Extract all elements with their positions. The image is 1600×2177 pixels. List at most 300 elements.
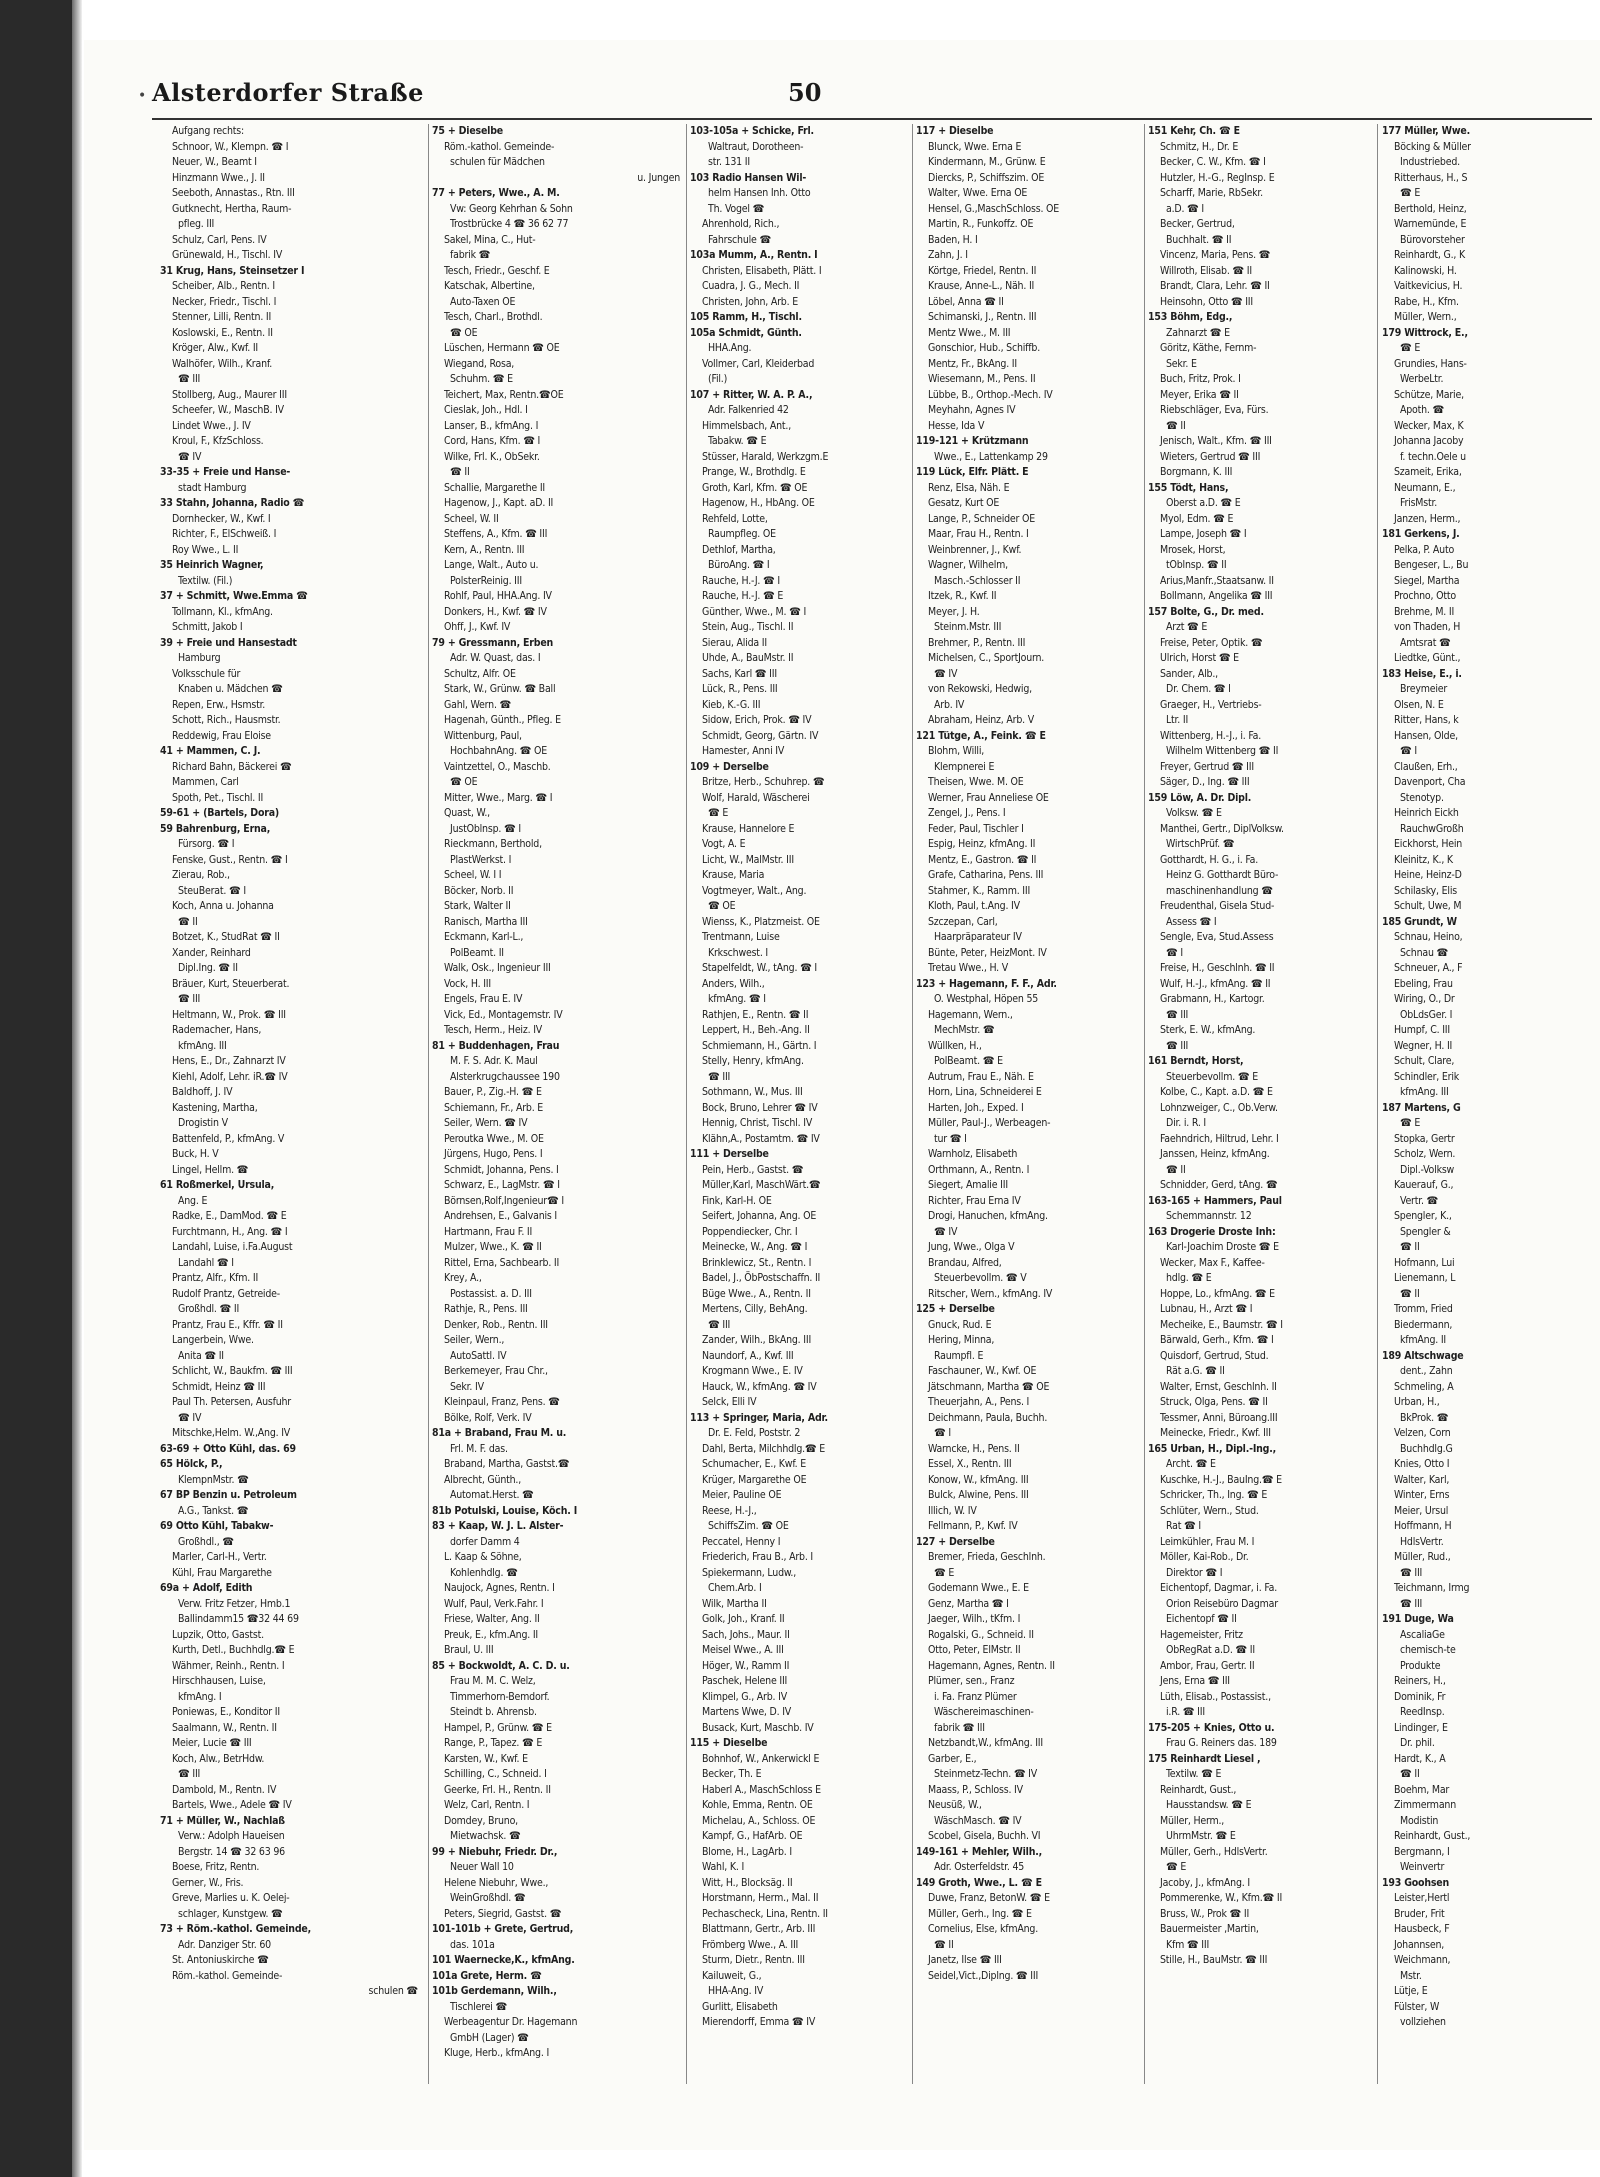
house-number-entry: 149-161 + Mehler, Wilh., bbox=[916, 1845, 1043, 1858]
resident-entry: Vollmer, Carl, Kleiderbad bbox=[702, 357, 815, 370]
resident-entry: A.G., Tankst. ☎ bbox=[178, 1504, 249, 1517]
resident-entry: Lange, P., Schneider OE bbox=[928, 512, 1036, 525]
house-number-entry: 71 + Müller, W., Nachlaß bbox=[160, 1814, 285, 1827]
resident-entry: Stelly, Henry, kfmAng. bbox=[702, 1055, 804, 1067]
resident-entry: Reddewig, Frau Eloise bbox=[172, 729, 271, 742]
resident-entry: Faschauner, W., Kwf. OE bbox=[928, 1365, 1037, 1377]
resident-entry: Günther, Wwe., M. ☎ I bbox=[702, 605, 807, 618]
resident-entry: Friese, Walter, Ang. II bbox=[444, 1613, 540, 1625]
resident-entry: Lampe, Joseph ☎ I bbox=[1160, 528, 1247, 540]
resident-entry: ☎ E bbox=[1400, 1117, 1421, 1129]
resident-entry: helm Hansen Inh. Otto bbox=[708, 187, 811, 199]
resident-entry: Reinhardt, Gust., bbox=[1394, 1830, 1471, 1842]
resident-entry: Tessmer, Anni, Büroang.III bbox=[1160, 1411, 1278, 1424]
resident-entry: Schwarz, E., LagMstr. ☎ I bbox=[444, 1179, 560, 1191]
bottom-margin bbox=[84, 2150, 1600, 2177]
resident-entry: Peroutka Wwe., M. OE bbox=[444, 1132, 544, 1145]
resident-entry: Reese, H.-J., bbox=[702, 1504, 757, 1517]
resident-entry: Koch, Alw., BetrHdw. bbox=[172, 1752, 265, 1765]
resident-entry: Paschek, Helene III bbox=[702, 1675, 788, 1687]
resident-entry: Brehmer, P., Rentn. III bbox=[928, 636, 1026, 649]
resident-entry: Th. Vogel ☎ bbox=[708, 202, 765, 215]
resident-entry: Trentmann, Luise bbox=[702, 931, 780, 943]
resident-entry: Kiehl, Adolf, Lehr. iR.☎ IV bbox=[172, 1070, 288, 1083]
house-number-entry: 181 Gerkens, J. bbox=[1382, 528, 1460, 540]
resident-entry: Kroul, F., KfzSchloss. bbox=[172, 435, 264, 447]
resident-entry: Schallie, Margarethe II bbox=[444, 481, 546, 494]
resident-entry: Dr. phil. bbox=[1400, 1737, 1435, 1749]
resident-entry: Pommerenke, W., Kfm.☎ II bbox=[1160, 1892, 1283, 1904]
resident-entry: Zengel, J., Pens. I bbox=[928, 807, 1006, 819]
resident-entry: Bauer, P., Zig.-H. ☎ E bbox=[444, 1086, 542, 1098]
resident-entry: u. Jungen bbox=[637, 171, 680, 184]
resident-entry: Kohlenhdlg. ☎ bbox=[450, 1566, 518, 1579]
resident-entry: Steindt b. Ahrensb. bbox=[450, 1706, 537, 1718]
resident-entry: Kindermann, M., Grünw. E bbox=[928, 156, 1046, 168]
resident-entry: Busack, Kurt, Maschb. IV bbox=[702, 1721, 814, 1734]
resident-entry: Gonschior, Hub., Schiffb. bbox=[928, 342, 1041, 354]
resident-entry: Genz, Martha ☎ I bbox=[928, 1597, 1009, 1610]
resident-entry: Bräuer, Kurt, Steuerberat. bbox=[172, 977, 290, 990]
column-divider bbox=[1144, 124, 1145, 2084]
resident-entry: Szczepan, Carl, bbox=[928, 915, 998, 928]
resident-entry: Kalinowski, H. bbox=[1394, 264, 1457, 277]
resident-entry: Ang. E bbox=[178, 1194, 208, 1207]
book-binding-shadow bbox=[0, 0, 72, 2177]
resident-entry: Selck, Elli IV bbox=[702, 1396, 757, 1408]
resident-entry: Bürovorsteher bbox=[1400, 233, 1465, 246]
resident-entry: Lüth, Elisab., Postassist., bbox=[1160, 1690, 1271, 1703]
resident-entry: Range, P., Tapez. ☎ E bbox=[444, 1737, 543, 1749]
resident-entry: Ahrenhold, Rich., bbox=[702, 218, 780, 230]
resident-entry: Willroth, Elisab. ☎ II bbox=[1160, 264, 1252, 277]
resident-entry: Johannsen, bbox=[1394, 1938, 1445, 1951]
resident-entry: Meinecke, W., Ang. ☎ I bbox=[702, 1241, 808, 1253]
resident-entry: Wegner, H. II bbox=[1394, 1039, 1453, 1052]
resident-entry: Poppendiecker, Chr. I bbox=[702, 1225, 798, 1238]
resident-entry: Orthmann, A., Rentn. I bbox=[928, 1163, 1030, 1176]
resident-entry: Mentz, E., Gastron. ☎ II bbox=[928, 853, 1037, 866]
resident-entry: Stenner, Lilli, Rentn. II bbox=[172, 311, 272, 323]
resident-entry: Rat ☎ I bbox=[1166, 1520, 1201, 1532]
house-number-entry: 179 Wittrock, E., bbox=[1382, 326, 1468, 339]
resident-entry: Meisel Wwe., A. III bbox=[702, 1644, 784, 1656]
resident-entry: Liedtke, Günt., bbox=[1394, 652, 1461, 664]
resident-entry: Adr. Osterfeldstr. 45 bbox=[934, 1861, 1025, 1873]
resident-entry: Meinecke, Friedr., Kwf. III bbox=[1160, 1427, 1271, 1439]
resident-entry: Horn, Lina, Schneiderei E bbox=[928, 1086, 1042, 1098]
resident-entry: ☎ II bbox=[1166, 1163, 1186, 1176]
resident-entry: Gesatz, Kurt OE bbox=[928, 497, 1000, 509]
resident-entry: Kailuweit, G., bbox=[702, 1969, 762, 1982]
resident-entry: Vw: Georg Kehrhan & Sohn bbox=[450, 202, 573, 215]
resident-entry: Schnau ☎ bbox=[1400, 946, 1449, 959]
house-number-entry: 81a + Braband, Frau M. u. bbox=[432, 1427, 567, 1439]
resident-entry: Hansen, Olde, bbox=[1394, 729, 1458, 742]
directory-column bbox=[1382, 124, 1600, 2084]
house-number-entry: 113 + Springer, Maria, Adr. bbox=[690, 1411, 828, 1424]
resident-entry: tOblnsp. ☎ II bbox=[1166, 559, 1227, 571]
resident-entry: Bauermeister ,Martin, bbox=[1160, 1923, 1259, 1935]
resident-entry: Sach, Johs., Maur. II bbox=[702, 1628, 790, 1641]
directory-column bbox=[432, 124, 684, 2084]
resident-entry: Heltmann, W., Prok. ☎ III bbox=[172, 1008, 286, 1021]
resident-entry: ☎ OE bbox=[450, 326, 478, 339]
resident-entry: Buch, Fritz, Prok. I bbox=[1160, 373, 1241, 385]
resident-entry: Martens Wwe, D. IV bbox=[702, 1706, 792, 1718]
resident-entry: Raumpfl. E bbox=[934, 1349, 984, 1362]
resident-entry: Schott, Rich., Hausmstr. bbox=[172, 714, 281, 726]
resident-entry: Wieters, Gertrud ☎ III bbox=[1160, 450, 1261, 463]
resident-entry: Humpf, C. III bbox=[1394, 1024, 1450, 1036]
resident-entry: Schlüter, Wern., Stud. bbox=[1160, 1504, 1259, 1517]
resident-entry: Cieslak, Joh., Hdl. I bbox=[444, 404, 528, 416]
resident-entry: Lange, Walt., Auto u. bbox=[444, 559, 539, 571]
resident-entry: Martin, R., Funkoffz. OE bbox=[928, 218, 1034, 230]
resident-entry: Wittenburg, Paul, bbox=[444, 729, 522, 742]
resident-entry: Dornhecker, W., Kwf. I bbox=[172, 512, 271, 525]
resident-entry: kfmAng. I bbox=[178, 1690, 222, 1703]
house-number-entry: 101-101b + Grete, Gertrud, bbox=[432, 1923, 574, 1935]
resident-entry: Postassist. a. D. III bbox=[450, 1287, 532, 1300]
house-number-entry: 115 + Dieselbe bbox=[690, 1737, 768, 1749]
resident-entry: Steinmetz-Techn. ☎ IV bbox=[934, 1768, 1038, 1780]
resident-entry: Rittel, Erna, Sachbearb. II bbox=[444, 1256, 560, 1269]
resident-entry: Körtge, Friedel, Rentn. II bbox=[928, 264, 1037, 277]
house-number-entry: 101b Gerdemann, Wilh., bbox=[432, 1985, 557, 1997]
resident-entry: Ebeling, Frau bbox=[1394, 977, 1453, 990]
resident-entry: Wilk, Martha II bbox=[702, 1597, 767, 1610]
resident-entry: Hofmann, Lui bbox=[1394, 1256, 1455, 1269]
resident-entry: Schmidt, Johanna, Pens. I bbox=[444, 1163, 559, 1176]
resident-entry: Arius,Manfr.,Staatsanw. II bbox=[1160, 574, 1274, 587]
resident-entry: Langerbein, Wwe. bbox=[172, 1334, 254, 1346]
resident-entry: Krkschwest. I bbox=[708, 946, 768, 959]
resident-entry: Friederich, Frau B., Arb. I bbox=[702, 1551, 814, 1563]
resident-entry: Autrum, Frau E., Näh. E bbox=[928, 1070, 1034, 1083]
house-number-entry: 163-165 + Hammers, Paul bbox=[1148, 1194, 1282, 1207]
resident-entry: fabrik ☎ III bbox=[934, 1721, 985, 1734]
resident-entry: Janetz, Ilse ☎ III bbox=[928, 1954, 1002, 1966]
house-number-entry: 81b Potulski, Louise, Köch. I bbox=[432, 1504, 578, 1517]
resident-entry: Schmidt, Heinz ☎ III bbox=[172, 1380, 266, 1393]
resident-entry: Boese, Fritz, Rentn. bbox=[172, 1861, 260, 1873]
resident-entry: Karl-Joachim Droste ☎ E bbox=[1166, 1241, 1279, 1253]
resident-entry: Johanna Jacoby bbox=[1394, 435, 1464, 447]
resident-entry: Seiler, Wern. ☎ IV bbox=[444, 1117, 528, 1129]
resident-entry: Gnuck, Rud. E bbox=[928, 1318, 992, 1331]
column-divider bbox=[428, 124, 429, 2084]
house-number-entry: 63-69 + Otto Kühl, das. 69 bbox=[160, 1442, 296, 1455]
resident-entry: Graeger, H., Vertriebs- bbox=[1160, 698, 1262, 711]
resident-entry: Werbeagentur Dr. Hagemann bbox=[444, 2016, 578, 2028]
resident-entry: Produkte bbox=[1400, 1659, 1441, 1672]
resident-entry: Prochno, Otto bbox=[1394, 590, 1456, 602]
resident-entry: Spengler & bbox=[1400, 1225, 1451, 1238]
resident-entry: Volksw. ☎ E bbox=[1166, 807, 1222, 819]
resident-entry: Kauerauf, G., bbox=[1394, 1179, 1454, 1191]
resident-entry: Krause, Anne-L., Näh. II bbox=[928, 280, 1035, 292]
resident-entry: ☎ I bbox=[1400, 745, 1417, 757]
resident-entry: ReedInsp. bbox=[1400, 1706, 1445, 1718]
resident-entry: Claußen, Erh., bbox=[1394, 760, 1458, 773]
resident-entry: Lütje, E bbox=[1394, 1985, 1428, 1997]
resident-entry: Eckmann, Karl-L., bbox=[444, 931, 524, 943]
resident-entry: Naujock, Agnes, Rentn. I bbox=[444, 1582, 555, 1594]
directory-column bbox=[916, 124, 1142, 2084]
resident-entry: Vock, H. III bbox=[444, 977, 491, 990]
resident-entry: JustOblnsp. ☎ I bbox=[450, 822, 521, 835]
resident-entry: Brinklewicz, St., Rentn. I bbox=[702, 1256, 812, 1269]
resident-entry: Cord, Hans, Kfm. ☎ I bbox=[444, 435, 541, 447]
resident-entry: Hoppe, Lo., kfmAng. ☎ E bbox=[1160, 1287, 1275, 1300]
resident-entry: Grabmann, H., Kartogr. bbox=[1160, 993, 1265, 1005]
resident-entry: Hampel, P., Grünw. ☎ E bbox=[444, 1721, 552, 1734]
resident-entry: Mentz, Fr., BkAng. II bbox=[928, 357, 1017, 370]
resident-entry: PlastWerkst. I bbox=[450, 853, 512, 866]
resident-entry: Seiler, Wern., bbox=[444, 1334, 505, 1346]
resident-entry: Britze, Herb., Schuhrep. ☎ bbox=[702, 776, 825, 788]
resident-entry: Bruss, W., Prok ☎ II bbox=[1160, 1907, 1250, 1920]
resident-entry: Janzen, Herm., bbox=[1394, 512, 1461, 525]
house-number-entry: 111 + Derselbe bbox=[690, 1148, 769, 1160]
resident-entry: das. 101a bbox=[450, 1938, 495, 1951]
resident-entry: chemisch-te bbox=[1400, 1644, 1456, 1656]
resident-entry: Anders, Wilh., bbox=[702, 977, 765, 990]
resident-entry: Buck, H. V bbox=[172, 1148, 219, 1160]
resident-entry: Bengeser, L., Bu bbox=[1394, 559, 1469, 571]
resident-entry: Krause, Maria bbox=[702, 869, 765, 881]
resident-entry: Alsterkrugchaussee 190 bbox=[450, 1070, 560, 1083]
resident-entry: Wüllken, H., bbox=[928, 1039, 982, 1052]
house-number-entry: 191 Duge, Wa bbox=[1382, 1613, 1454, 1625]
resident-entry: Meier, Pauline OE bbox=[702, 1489, 782, 1501]
page-number: 50 bbox=[788, 78, 822, 107]
resident-entry: Spoth, Pet., Tischl. II bbox=[172, 791, 264, 804]
resident-entry: Pein, Herb., Gastst. ☎ bbox=[702, 1163, 804, 1176]
resident-entry: Wittenberg, H.-J., i. Fa. bbox=[1160, 729, 1262, 742]
resident-entry: Itzek, R., Kwf. II bbox=[928, 590, 997, 602]
resident-entry: Ballindamm15 ☎32 44 69 bbox=[178, 1613, 299, 1625]
resident-entry: Warnholz, Elisabeth bbox=[928, 1148, 1018, 1160]
resident-entry: Weinvertr bbox=[1400, 1861, 1445, 1873]
resident-entry: Poniewas, E., Konditor II bbox=[172, 1706, 280, 1718]
resident-entry: Sekr. E bbox=[1166, 357, 1197, 370]
resident-entry: Baldhoff, J. IV bbox=[172, 1086, 233, 1098]
resident-entry: Hering, Minna, bbox=[928, 1334, 995, 1346]
resident-entry: f. techn.Oele u bbox=[1400, 450, 1466, 463]
house-number-entry: 83 + Kaap, W. J. L. Alster- bbox=[432, 1520, 564, 1532]
resident-entry: Necker, Friedr., Tischl. I bbox=[172, 295, 277, 308]
resident-entry: Orion Reisebüro Dagmar bbox=[1166, 1597, 1278, 1610]
resident-entry: Hensel, G.,MaschSchloss. OE bbox=[928, 202, 1060, 215]
resident-entry: Müller, Herm., bbox=[1160, 1814, 1225, 1827]
resident-entry: a.D. ☎ I bbox=[1166, 202, 1205, 215]
resident-entry: Domdey, Bruno, bbox=[444, 1814, 518, 1827]
bullet-mark: • bbox=[138, 88, 147, 104]
resident-entry: Landahl ☎ I bbox=[178, 1256, 234, 1269]
resident-entry: Hausstandsw. ☎ E bbox=[1166, 1799, 1252, 1811]
resident-entry: Wiring, O., Dr bbox=[1394, 993, 1455, 1005]
house-number-entry: 185 Grundt, W bbox=[1382, 915, 1457, 928]
resident-entry: ☎ E bbox=[1166, 1861, 1187, 1873]
resident-entry: Tretau Wwe., H. V bbox=[928, 962, 1009, 974]
house-number-entry: 161 Berndt, Horst, bbox=[1148, 1055, 1244, 1067]
resident-entry: Verw. Fritz Fetzer, Hmb.1 bbox=[178, 1597, 291, 1610]
resident-entry: Vogt, A. E bbox=[702, 838, 746, 850]
resident-entry: schlager, Kunstgew. ☎ bbox=[178, 1907, 283, 1920]
resident-entry: ☎ II bbox=[1400, 1241, 1420, 1253]
resident-entry: Kfm ☎ III bbox=[1166, 1938, 1210, 1951]
resident-entry: Manthei, Gertr., DiplVolksw. bbox=[1160, 822, 1284, 835]
resident-entry: Mentz Wwe., M. III bbox=[928, 326, 1011, 339]
resident-entry: Becker, Gertrud, bbox=[1160, 218, 1235, 230]
resident-entry: Knies, Otto I bbox=[1394, 1458, 1450, 1470]
house-number-entry: 163 Drogerie Droste Inh: bbox=[1148, 1225, 1276, 1238]
resident-entry: Rabe, H., Kfm. bbox=[1394, 295, 1459, 308]
resident-entry: ☎ E bbox=[1400, 342, 1421, 354]
house-number-entry: 187 Martens, G bbox=[1382, 1101, 1461, 1114]
resident-entry: Stüsser, Harald, Werkzgm.E bbox=[702, 450, 829, 463]
resident-entry: Christen, Elisabeth, Plätt. I bbox=[702, 264, 822, 277]
resident-entry: Rauche, H.-J. ☎ E bbox=[702, 590, 784, 602]
resident-entry: i.R. ☎ III bbox=[1166, 1706, 1205, 1718]
resident-entry: Netzbandt,W., kfmAng. III bbox=[928, 1737, 1043, 1749]
resident-entry: Kuschke, H.-J., BauIng.☎ E bbox=[1160, 1473, 1282, 1486]
resident-entry: Meyer, Erika ☎ II bbox=[1160, 388, 1239, 401]
house-number-entry: 35 Heinrich Wagner, bbox=[160, 559, 264, 571]
resident-entry: Schnau, Heino, bbox=[1394, 931, 1463, 943]
resident-entry: Buchhalt. ☎ II bbox=[1166, 233, 1232, 246]
resident-entry: Börnsen,Rolf,Ingenieur☎ I bbox=[444, 1194, 564, 1207]
resident-entry: Cornelius, Else, kfmAng. bbox=[928, 1923, 1039, 1935]
resident-entry: Volksschule für bbox=[172, 667, 241, 680]
resident-entry: Mietwachsk. ☎ bbox=[450, 1830, 521, 1842]
resident-entry: Schmitz, H., Dr. E bbox=[1160, 140, 1239, 153]
resident-entry: Lanser, B., kfmAng. I bbox=[444, 419, 539, 432]
resident-entry: Vaintzettel, O., Maschb. bbox=[444, 760, 551, 773]
house-number-entry: 119 Lück, Elfr. Plätt. E bbox=[916, 466, 1029, 478]
house-number-entry: 37 + Schmitt, Wwe.Emma ☎ bbox=[160, 590, 308, 602]
resident-entry: Brehme, M. II bbox=[1394, 605, 1455, 618]
resident-entry: ☎ III bbox=[1400, 1566, 1423, 1579]
resident-entry: Hesse, Ida V bbox=[928, 419, 985, 432]
resident-entry: Davenport, Cha bbox=[1394, 776, 1466, 788]
resident-entry: Grünewald, H., Tischl. IV bbox=[172, 249, 283, 261]
resident-entry: ☎ E bbox=[708, 807, 729, 819]
house-number-entry: 189 Altschwage bbox=[1382, 1349, 1464, 1362]
resident-entry: Freudenthal, Gisela Stud- bbox=[1160, 900, 1275, 912]
resident-entry: Warncke, H., Pens. II bbox=[928, 1442, 1020, 1455]
resident-entry: Bollmann, Angelika ☎ III bbox=[1160, 590, 1273, 602]
resident-entry: Feder, Paul, Tischler I bbox=[928, 822, 1024, 835]
resident-entry: Wulf, Paul, Verk.Fahr. I bbox=[444, 1597, 544, 1610]
resident-entry: Mitschke,Helm. W.,Ang. IV bbox=[172, 1427, 291, 1439]
resident-entry: Gotthardt, H. G., i. Fa. bbox=[1160, 853, 1258, 866]
resident-entry: Textilw. (Fil.) bbox=[178, 574, 233, 587]
resident-entry: ☎ II bbox=[1166, 419, 1186, 432]
resident-entry: Hagemann, Wern., bbox=[928, 1008, 1013, 1021]
resident-entry: Tollmann, Kl., kfmAng. bbox=[172, 605, 273, 618]
resident-entry: Wiesemann, M., Pens. II bbox=[928, 373, 1036, 385]
resident-entry: Gutknecht, Hertha, Raum- bbox=[172, 202, 292, 215]
resident-entry: Gerner, W., Fris. bbox=[172, 1876, 244, 1889]
resident-entry: Sothmann, W., Mus. III bbox=[702, 1086, 803, 1098]
resident-entry: Breymeier bbox=[1400, 683, 1448, 695]
house-number-entry: 125 + Derselbe bbox=[916, 1303, 995, 1315]
house-number-entry: 101 Waernecke,K., kfmAng. bbox=[432, 1954, 575, 1966]
resident-entry: Mierendorff, Emma ☎ IV bbox=[702, 2016, 816, 2028]
resident-entry: Paul Th. Petersen, Ausfuhr bbox=[172, 1396, 291, 1408]
resident-entry: Dethlof, Martha, bbox=[702, 543, 776, 556]
resident-entry: Eichentopf ☎ II bbox=[1166, 1613, 1237, 1625]
resident-entry: Koslowski, E., Rentn. II bbox=[172, 326, 273, 339]
resident-entry: Hartmann, Frau F. II bbox=[444, 1225, 533, 1238]
resident-entry: Schmeling, A bbox=[1394, 1380, 1454, 1393]
resident-entry: Mecheike, E., Baumstr. ☎ I bbox=[1160, 1318, 1283, 1331]
resident-entry: Marler, Carl-H., Vertr. bbox=[172, 1551, 267, 1563]
resident-entry: str. 131 II bbox=[708, 156, 750, 168]
resident-entry: Arzt ☎ E bbox=[1166, 621, 1208, 633]
resident-entry: Ritter, Hans, k bbox=[1394, 714, 1459, 726]
resident-entry: Neuer, W., Beamt I bbox=[172, 156, 257, 168]
resident-entry: Engels, Frau E. IV bbox=[444, 993, 523, 1005]
column-divider bbox=[912, 124, 913, 2084]
resident-entry: ☎ IV bbox=[178, 450, 202, 463]
house-number-entry: 153 Böhm, Edg., bbox=[1148, 311, 1233, 323]
resident-entry: RauchwGroßh bbox=[1400, 822, 1464, 835]
resident-entry: Sander, Alb., bbox=[1160, 667, 1218, 680]
resident-entry: Landahl, Luise, i.Fa.August bbox=[172, 1241, 293, 1253]
resident-entry: Schiemann, Fr., Arb. E bbox=[444, 1101, 544, 1114]
resident-entry: Hardt, K., A bbox=[1394, 1752, 1446, 1765]
house-number-entry: 33-35 + Freie und Hanse- bbox=[160, 466, 291, 478]
resident-entry: Schultz, Alfr. OE bbox=[444, 667, 516, 680]
resident-entry: Klimpel, G., Arb. IV bbox=[702, 1690, 787, 1703]
resident-entry: Lübbe, B., Orthop.-Mech. IV bbox=[928, 388, 1053, 401]
resident-entry: Jung, Wwe., Olga V bbox=[928, 1241, 1015, 1253]
resident-entry: Konow, W., kfmAng. III bbox=[928, 1473, 1029, 1486]
resident-entry: ☎ OE bbox=[450, 776, 478, 788]
resident-entry: Szameit, Erika, bbox=[1394, 466, 1462, 478]
resident-entry: Sekr. IV bbox=[450, 1380, 484, 1393]
resident-entry: Höger, W., Ramm II bbox=[702, 1659, 790, 1672]
resident-entry: Teichmann, Irmg bbox=[1394, 1582, 1470, 1594]
resident-entry: (Fil.) bbox=[708, 373, 728, 385]
resident-entry: Raumpfleg. OE bbox=[708, 528, 776, 540]
resident-entry: Kleinpaul, Franz, Pens. ☎ bbox=[444, 1396, 560, 1408]
resident-entry: Wienss, K., Platzmeist. OE bbox=[702, 915, 820, 928]
resident-entry: Kleinitz, K., K bbox=[1394, 853, 1453, 866]
resident-entry: Katschak, Albertine, bbox=[444, 280, 535, 292]
house-number-entry: 149 Groth, Wwe., L. ☎ E bbox=[916, 1876, 1042, 1889]
resident-entry: Waltraut, Dorotheen- bbox=[708, 140, 804, 153]
resident-entry: Rohlf, Paul, HHA.Ang. IV bbox=[444, 590, 552, 602]
resident-entry: Jacoby, J., kfmAng. I bbox=[1160, 1876, 1250, 1889]
resident-entry: Bölke, Rolf, Verk. IV bbox=[444, 1411, 532, 1424]
resident-entry: Godemann Wwe., E. E bbox=[928, 1582, 1029, 1594]
house-number-entry: 183 Heise, E., i. bbox=[1382, 667, 1462, 680]
house-number-entry: 175 Reinhardt Liesel , bbox=[1148, 1752, 1261, 1765]
resident-entry: Espig, Heinz, kfmAng. II bbox=[928, 838, 1036, 850]
resident-entry: Mitter, Wwe., Marg. ☎ I bbox=[444, 791, 553, 804]
resident-entry: Fenske, Gust., Rentn. ☎ I bbox=[172, 853, 288, 866]
resident-entry: Teichert, Max, Rentn.☎OE bbox=[444, 388, 564, 401]
resident-entry: Industriebed. bbox=[1400, 156, 1460, 168]
resident-entry: Klempnerei E bbox=[934, 760, 995, 773]
resident-entry: Karsten, W., Kwf. E bbox=[444, 1752, 528, 1765]
resident-entry: Säger, D., Ing. ☎ III bbox=[1160, 776, 1250, 788]
